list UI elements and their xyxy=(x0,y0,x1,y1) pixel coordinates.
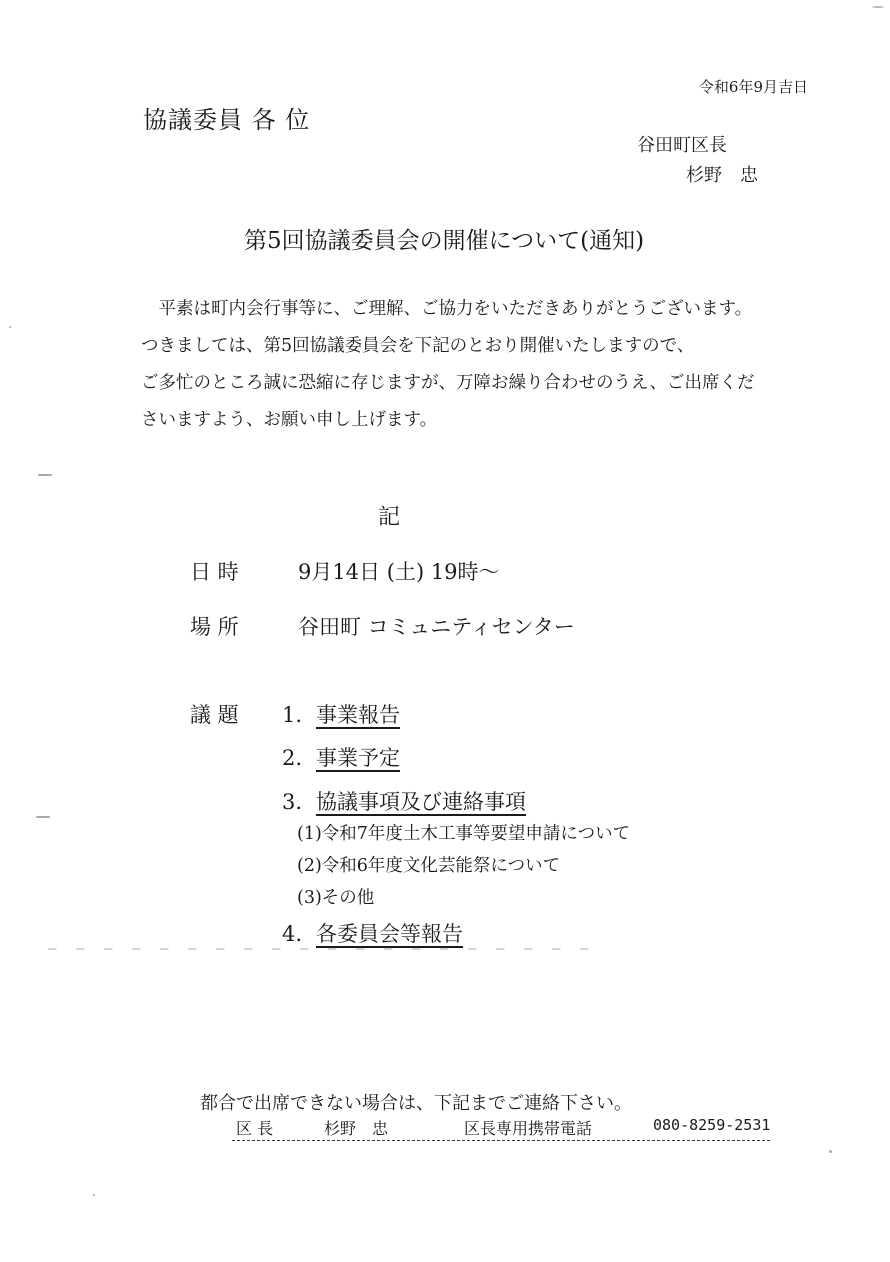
body-line: ご多忙のところ誠に恐縮に存じますが、万障お繰り合わせのうえ、ご出席くだ xyxy=(141,373,755,393)
contact-line xyxy=(232,1116,770,1141)
contact-phone-label: 区長専用携帯電話 xyxy=(464,1119,593,1138)
agenda-text: 協議事項及び連絡事項 xyxy=(316,790,526,814)
place-value: 谷田町 コミュニティセンター xyxy=(298,615,575,639)
agenda-number: 1. xyxy=(282,703,303,727)
agenda-label: 議 題 xyxy=(190,703,239,727)
body-paragraph xyxy=(141,291,755,439)
addressee: 協議委員 各 位 xyxy=(143,106,311,134)
place-label: 場 所 xyxy=(190,615,239,639)
scan-speck xyxy=(829,1150,832,1153)
scan-speck xyxy=(872,6,884,8)
datetime-value: 9月14日 (土) 19時〜 xyxy=(298,560,500,584)
contact-name: 杉野 忠 xyxy=(324,1119,389,1138)
scan-speck xyxy=(9,326,11,328)
issue-date: 令和6年9月吉日 xyxy=(698,78,808,96)
agenda-text: 事業予定 xyxy=(316,746,400,770)
scan-artifact-line xyxy=(48,948,608,950)
sender-organization: 谷田町区長 xyxy=(637,135,727,156)
agenda-text: 各委員会等報告 xyxy=(316,922,463,946)
agenda-sub-item: (3)その他 xyxy=(297,888,375,908)
agenda-number: 2. xyxy=(282,746,303,770)
agenda-item xyxy=(282,699,400,729)
contact-note: 都合で出席できない場合は、下記までご連絡下さい。 xyxy=(200,1093,632,1114)
body-line: さいますよう、お願い申し上げます。 xyxy=(141,410,438,430)
document-title: 第5回協議委員会の開催について(通知) xyxy=(244,228,645,254)
agenda-number: 3. xyxy=(282,790,303,814)
agenda-text: 事業報告 xyxy=(316,703,400,727)
agenda-item xyxy=(282,786,526,816)
body-line: つきましては、第5回協議委員会を下記のとおり開催いたしますので、 xyxy=(141,336,695,356)
body-line: 平素は町内会行事等に、ご理解、ご協力をいただきありがとうございます。 xyxy=(141,299,753,319)
agenda-item xyxy=(282,742,400,772)
agenda-item xyxy=(282,918,463,948)
sender-name: 杉野 忠 xyxy=(686,165,758,186)
ki-heading: 記 xyxy=(378,505,401,530)
agenda-sub-item: (2)令和6年度文化芸能祭について xyxy=(297,856,561,876)
scan-speck xyxy=(93,1194,95,1196)
scan-speck xyxy=(36,816,50,818)
datetime-label: 日 時 xyxy=(190,560,239,584)
contact-phone: 080-8259-2531 xyxy=(653,1116,771,1134)
scan-speck xyxy=(38,474,52,476)
contact-role: 区 長 xyxy=(236,1119,274,1138)
agenda-sub-item: (1)令和7年度土木工事等要望申請について xyxy=(297,824,631,844)
agenda-number: 4. xyxy=(282,922,303,946)
